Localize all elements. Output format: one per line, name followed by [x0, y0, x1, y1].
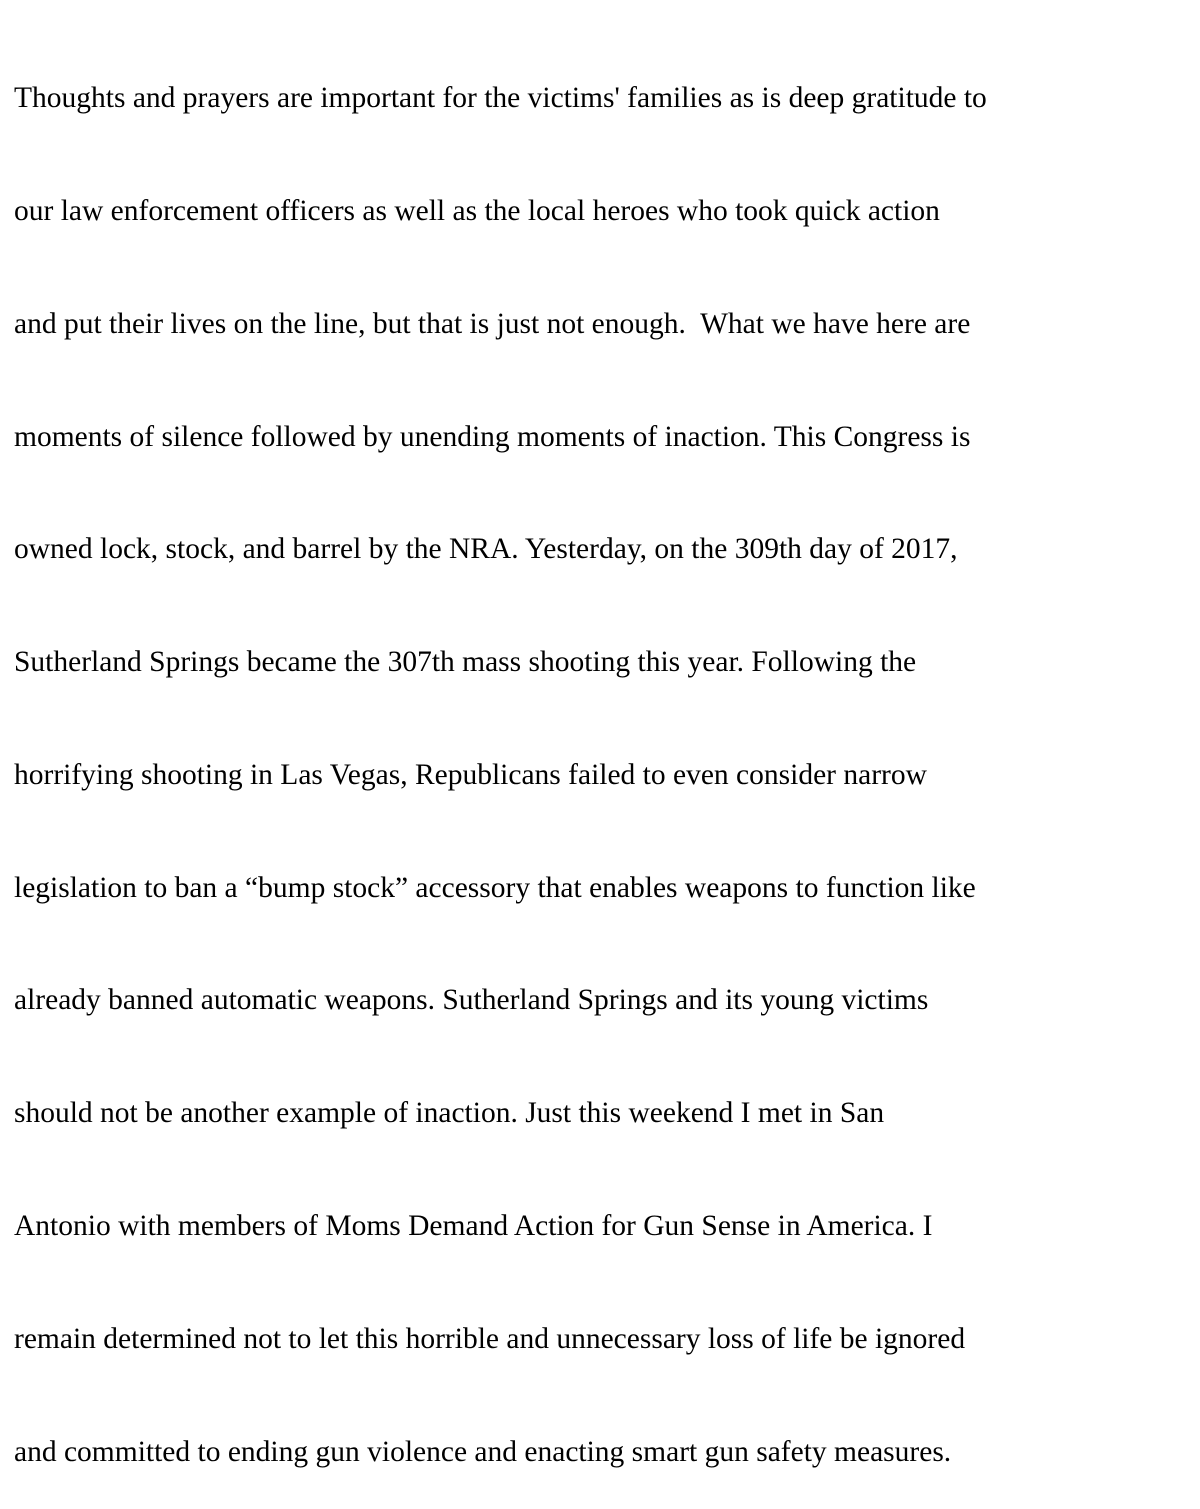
statement-line-3: and put their lives on the line, but that is just not enough. What we have here are [14, 307, 971, 340]
statement-line-2: our law enforcement officers as well as the local heroes who took quick action [14, 194, 940, 227]
statement-line-10: should not be another example of inaction. Just this weekend I met in San [14, 1097, 885, 1130]
statement-line-12: remain determined not to let this horrible and unnecessary loss of life be ignored [14, 1322, 966, 1355]
statement-text [14, 5, 1200, 1509]
statement-line-9: already banned automatic weapons. Sutherland Springs and its young victims [14, 984, 929, 1017]
statement-line-4: moments of silence followed by unending moments of inaction. This Congress is [14, 420, 971, 453]
statement-line-1: Thoughts and prayers are important for the victims' families as is deep gratitude to [14, 82, 987, 115]
statement-line-8: legislation to ban a “bump stock” accessory that enables weapons to function like [14, 871, 976, 904]
statement-line-5: owned lock, stock, and barrel by the NRA. Yesterday, on the 309th day of 2017, [14, 533, 958, 566]
statement-line-11: Antonio with members of Moms Demand Action for Gun Sense in America. I [14, 1210, 933, 1242]
statement-line-6: Sutherland Springs became the 307th mass shooting this year. Following the [14, 646, 917, 679]
statement-line-13: and committed to ending gun violence and enacting smart gun safety measures. [14, 1435, 952, 1468]
statement-line-7: horrifying shooting in Las Vegas, Republicans failed to even consider narrow [14, 758, 927, 791]
